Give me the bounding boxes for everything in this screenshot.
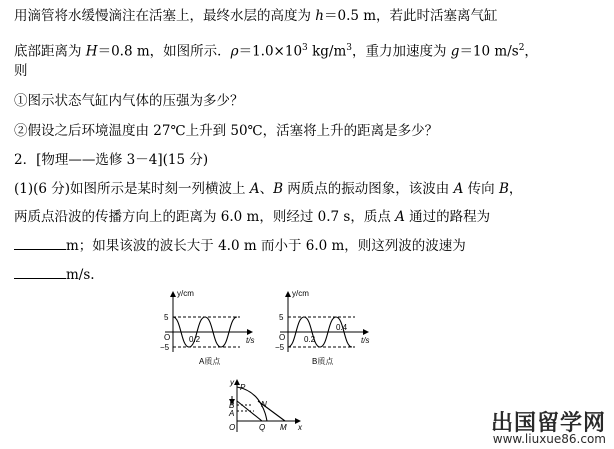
graph-a-origin: O [164,333,171,342]
diagram-M: M [280,423,287,432]
diagram-P: P [240,383,246,392]
text-line-10: m/s. [14,265,95,285]
wave-diagram [232,380,300,432]
section-heading: 2．[物理——选修 3－4](15 分) [14,152,209,168]
graph-b-y5: 5 [279,313,284,322]
question-2: ②假设之后环境温度由 27℃上升到 50℃，活塞将上升的距离是多少？ [14,123,439,139]
graph-a-y5: 5 [164,313,169,322]
graph-b-tick2: 0.4 [336,323,348,332]
answer-blank-2 [14,266,66,279]
watermark-title: 出国留学网 [490,411,606,436]
answer-blank-1 [14,237,66,250]
diagram-Q: Q [259,423,266,432]
graph-b-xlabel: t/s [361,336,370,345]
graph-a [165,292,255,352]
text-line-1: 用滴管将水缓慢滴注在活塞上，最终水层的高度为 h＝0.5 m，若此时活塞离气缸 [14,8,498,24]
diagram-y: y [230,378,234,387]
text-line-3: 则 [14,63,28,79]
text-line-7: (1)(6 分)如图所示是某时刻一列横波上 A、B 两质点的振动图象，该波由 A 传向 B， [14,181,523,197]
diagram-O: O [229,423,236,432]
text-line-2: 底部距离为 H＝0.8 m，如图所示．$\rho=1.0\times 10^3$ $kg/m^3$，重力加速度为 g＝10 $m/s^2$， [14,43,538,60]
graph-a-tick: 0.2 [189,335,201,344]
diagram-B: B [229,401,235,410]
graph-b-ym5: −5 [275,343,285,352]
graph-a-xlabel: t/s [246,336,255,345]
text-line-8: 两质点沿波的传播方向上的距离为 6.0 m，则经过 0.7 s，质点 A 通过的路程为 [14,209,491,225]
graph-b-caption: B质点 [312,357,334,366]
diagram-N: N [261,400,267,409]
watermark-url: www.liuxue86.com [492,432,606,446]
graph-b-ylabel: y/cm [292,289,309,298]
diagram-x: x [298,423,302,432]
graph-b-origin: O [279,333,286,342]
diagram-A: A [229,409,235,418]
graph-a-caption: A质点 [199,357,221,366]
graph-b [280,292,368,352]
graph-a-ym5: −5 [160,343,170,352]
graph-a-ylabel: y/cm [177,289,194,298]
graph-b-tick1: 0.2 [304,335,316,344]
question-1: ①图示状态气缸内气体的压强为多少？ [14,93,244,109]
text-line-9: m；如果该波的波长大于 4.0 m 而小于 6.0 m，则这列波的波速为 [14,236,466,256]
